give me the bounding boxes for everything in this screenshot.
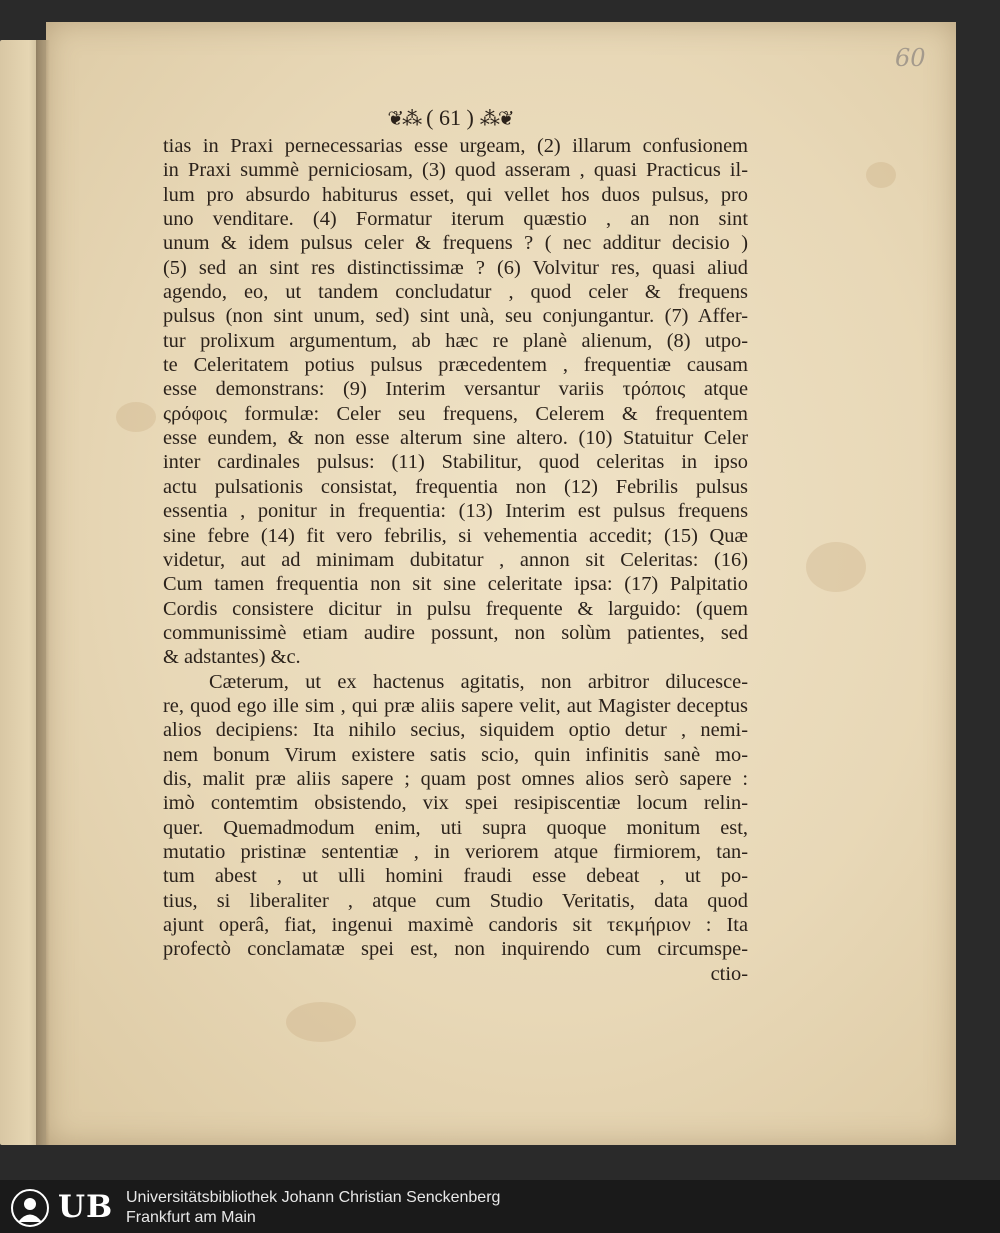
text-line: agendo, eo, ut tandem concludatur , quod celer & frequens bbox=[163, 281, 748, 304]
paper-stain bbox=[286, 1002, 356, 1042]
text-line: lum pro absurdo habiturus esset, qui vellet hos duos pulsus, pro bbox=[163, 183, 748, 206]
ub-logo-text: UB bbox=[58, 1189, 114, 1225]
text-line: esse demonstrans: (9) Interim versantur variis τρόποις atque bbox=[163, 378, 748, 401]
text-line: ςρόφοις formulæ: Celer seu frequens, Celerem & frequentem bbox=[163, 402, 748, 425]
pencil-folio-number: 60 bbox=[895, 44, 926, 72]
text-line: ajunt operâ, fiat, ingenui maximè candoris sit τεκμήριον : Ita bbox=[163, 914, 748, 936]
text-line: inter cardinales pulsus: (11) Stabilitur, quod celeritas in ipso bbox=[163, 451, 748, 474]
text-line: re, quod ego ille sim , qui præ aliis sapere velit, aut Magister deceptus bbox=[163, 694, 748, 717]
text-line: profectò conclamatæ spei est, non inquirendo cum circumspe- bbox=[163, 938, 748, 961]
running-header bbox=[370, 100, 530, 136]
text-line: tur prolixum argumentum, ab hæc re planè alienum, (8) utpo- bbox=[163, 329, 748, 352]
left-ornament-icon: ❦⁂ bbox=[387, 106, 421, 130]
text-line: tius, si liberaliter , atque cum Studio Veritatis, data quod bbox=[163, 889, 748, 912]
text-line: imò contemtim obsistendo, vix spei resipiscentiæ locum relin- bbox=[163, 792, 748, 815]
text-line: pulsus (non sint unum, sed) sint unà, seu conjungantur. (7) Affer- bbox=[163, 305, 748, 328]
text-line: & adstantes) &c. bbox=[163, 646, 301, 669]
text-line: sine febre (14) fit vero febrilis, si vehementia accedit; (15) Quæ bbox=[163, 524, 748, 547]
text-line: tum abest , ut ulli homini fraudi esse debeat , ut po- bbox=[163, 865, 748, 888]
text-line: alios decipiens: Ita nihilo secius, siquidem optio detur , nemi- bbox=[163, 719, 748, 742]
page-gutter-shadow bbox=[36, 40, 50, 1145]
text-line: mutatio pristinæ sententiæ , in veriorem atque firmiorem, tan- bbox=[163, 840, 748, 863]
text-line: quer. Quemadmodum enim, uti supra quoque monitum est, bbox=[163, 816, 748, 839]
page-number: ( 61 ) bbox=[426, 105, 474, 130]
text-line: communissimè etiam audire possunt, non solùm patientes, sed bbox=[163, 621, 748, 644]
text-line: actu pulsationis consistat, frequentia non (12) Febrilis pulsus bbox=[163, 475, 748, 498]
text-line: essentia , ponitur in frequentia: (13) Interim est pulsus frequens bbox=[163, 500, 748, 523]
text-line: in Praxi summè perniciosam, (3) quod asseram , quasi Practicus il- bbox=[163, 159, 748, 182]
catchword: ctio- bbox=[710, 962, 748, 985]
body-text bbox=[163, 134, 748, 986]
right-ornament-icon: ⁂❦ bbox=[479, 106, 513, 130]
text-line: Cæterum, ut ex hactenus agitatis, non arbitror dilucesce- bbox=[209, 670, 748, 693]
text-line: videtur, aut ad minimam dubitatur , annon sit Celeritas: (16) bbox=[163, 548, 748, 571]
paper-stain bbox=[866, 162, 896, 188]
text-line: Cordis consistere dicitur in pulsu frequente & larguido: (quem bbox=[163, 597, 748, 620]
portrait-medallion-icon bbox=[6, 1187, 54, 1229]
paper-stain bbox=[806, 542, 866, 592]
paper-stain bbox=[116, 402, 156, 432]
text-line: uno venditare. (4) Formatur iterum quæstio , an non sint bbox=[163, 208, 748, 231]
text-line: dis, malit præ aliis sapere ; quam post omnes alios serò sapere : bbox=[163, 767, 748, 790]
text-line: unum & idem pulsus celer & frequens ? ( nec additur decisio ) bbox=[163, 232, 748, 255]
text-line: nem bonum Virum existere satis scio, quin infinitis sanè mo- bbox=[163, 743, 748, 766]
institution-name: Universitätsbibliothek Johann Christian Senckenberg bbox=[126, 1189, 501, 1206]
text-line: esse eundem, & non esse alterum sine altero. (10) Statuitur Celer bbox=[163, 427, 748, 450]
text-line: tias in Praxi pernecessarias esse urgeam, (2) illarum confusionem bbox=[163, 135, 748, 157]
institution-city: Frankfurt am Main bbox=[126, 1209, 256, 1226]
text-line: (5) sed an sint res distinctissimæ ? (6) Volvitur res, quasi aliud bbox=[163, 256, 748, 279]
text-line: te Celeritatem potius pulsus præcedentem , frequentiæ causam bbox=[163, 354, 748, 377]
text-line: Cum tamen frequentia non sit sine celeritate ipsa: (17) Palpitatio bbox=[163, 573, 748, 596]
